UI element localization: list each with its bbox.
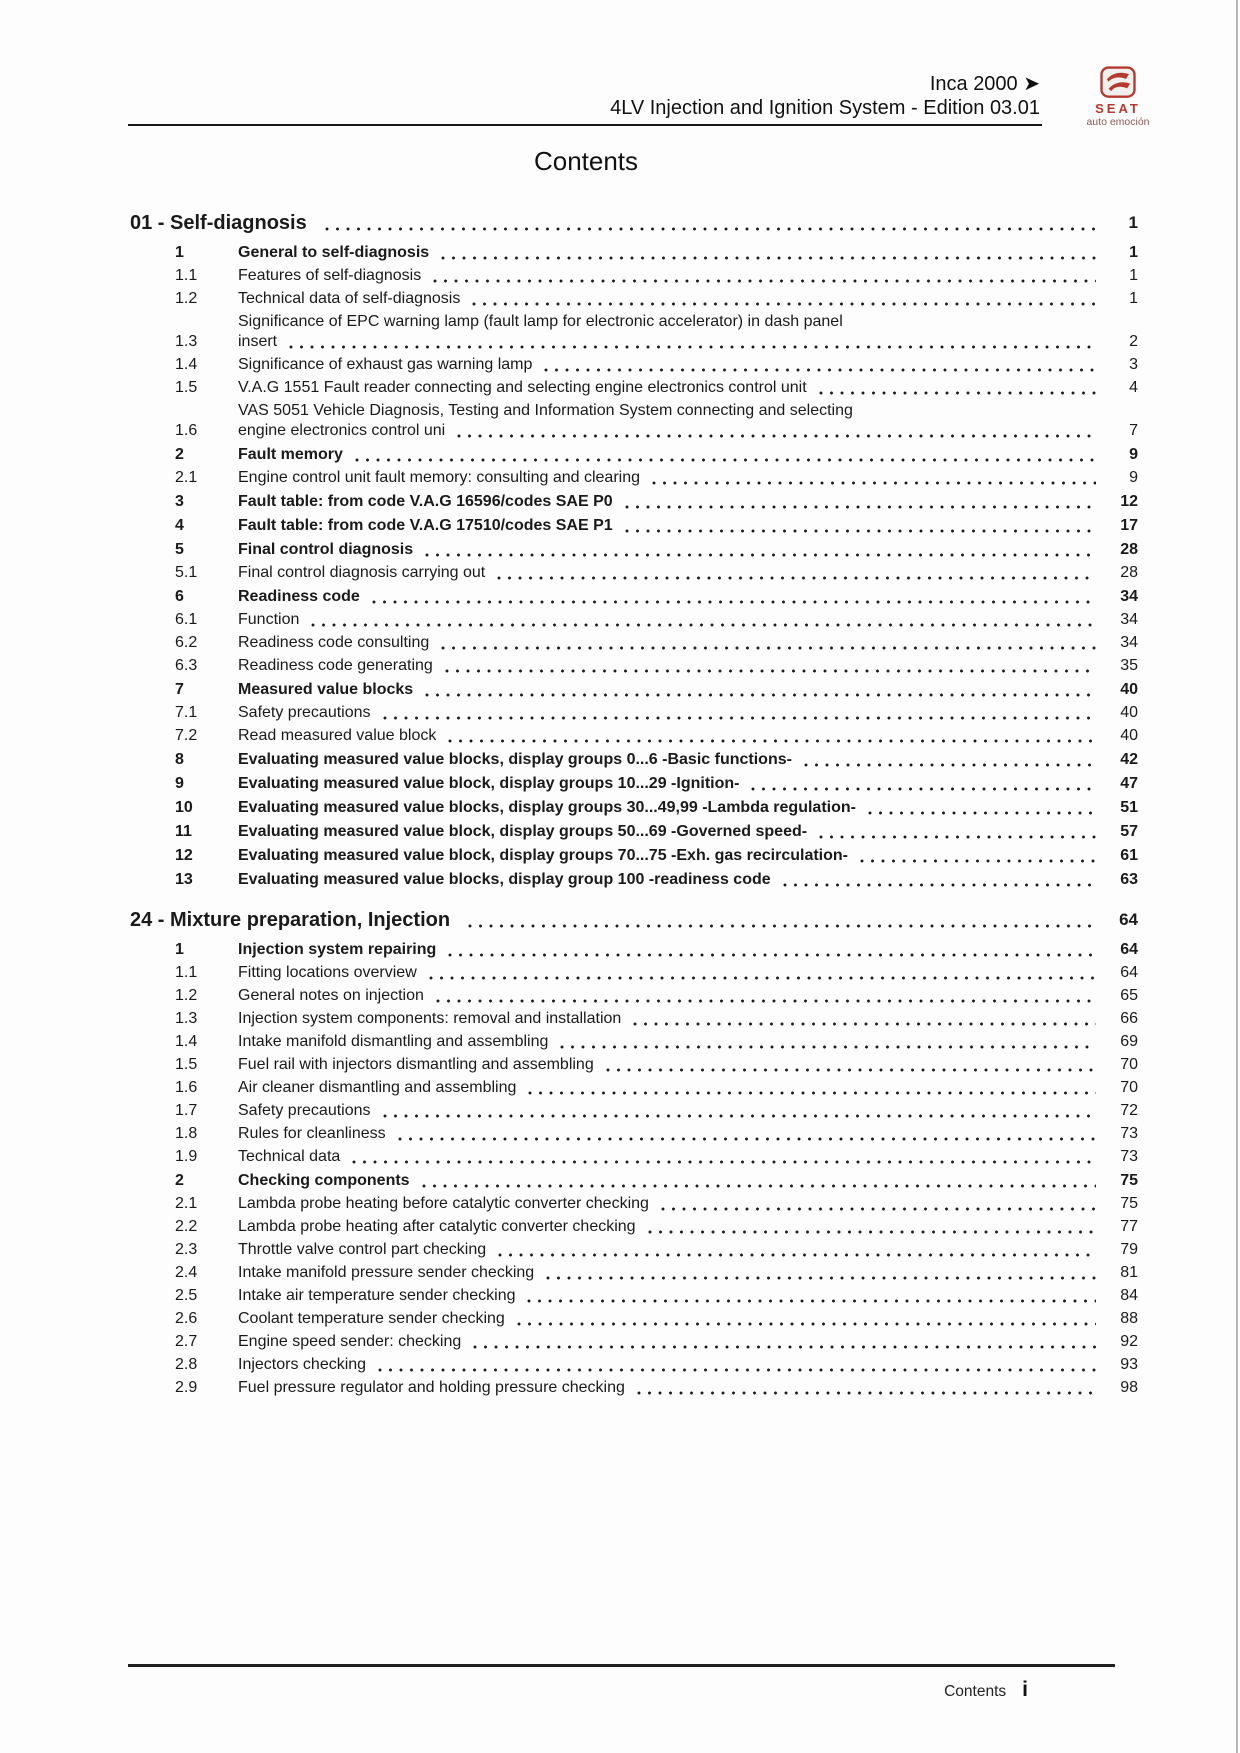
entry-number: 2 [175, 446, 184, 463]
toc-entry-row [175, 633, 1138, 653]
entry-title: Checking components [238, 1172, 410, 1189]
entry-title: Final control diagnosis carrying out [238, 564, 486, 581]
dot-leader [498, 1253, 1096, 1257]
entry-title: Intake manifold pressure sender checking [238, 1264, 535, 1281]
toc-entry-row [175, 1378, 1138, 1398]
page-number: 57 [1120, 823, 1138, 840]
dot-leader [473, 1345, 1096, 1349]
page-number: 69 [1120, 1033, 1138, 1050]
entry-title: Read measured value block [238, 727, 437, 744]
dot-leader [429, 976, 1096, 980]
entry-number: 1.8 [175, 1125, 198, 1142]
entry-number: 6.1 [175, 611, 198, 628]
dot-leader [528, 1091, 1096, 1095]
entry-number: 13 [175, 871, 193, 888]
dot-leader [860, 859, 1096, 863]
dot-leader [289, 345, 1096, 349]
entry-number: 1.7 [175, 1102, 198, 1119]
page-number: 66 [1120, 1010, 1138, 1027]
dot-leader [546, 1276, 1096, 1280]
page-number: 70 [1120, 1079, 1138, 1096]
dot-leader [497, 576, 1096, 580]
toc-entry-row [175, 656, 1138, 676]
entry-number: 1.1 [175, 267, 198, 284]
page-number: 40 [1120, 681, 1138, 698]
entry-number: 5.1 [175, 564, 198, 581]
entry-title: Safety precautions [238, 1102, 371, 1119]
toc-entry-row [175, 963, 1138, 983]
footer-page-number: i [1022, 1678, 1028, 1701]
entry-number: 5 [175, 541, 184, 558]
toc-entry-row [175, 680, 1138, 700]
toc-list [130, 211, 1138, 1401]
dot-leader [436, 999, 1096, 1003]
dot-leader [457, 434, 1096, 438]
entry-title: Engine control unit fault memory: consulting and clearing [238, 469, 640, 486]
entry-number: 2.1 [175, 1195, 198, 1212]
page-number: 75 [1120, 1195, 1138, 1212]
dot-leader [398, 1137, 1096, 1141]
dot-leader [661, 1207, 1096, 1211]
entry-title: Fuel pressure regulator and holding pressure checking [238, 1379, 625, 1396]
entry-title-line1: VAS 5051 Vehicle Diagnosis, Testing and Information System connecting and selecting [238, 402, 853, 419]
toc-entry-row [175, 516, 1138, 536]
dot-leader [422, 1184, 1096, 1188]
entry-title: Injectors checking [238, 1356, 367, 1373]
entry-title: Technical data [238, 1148, 341, 1165]
page-number: 40 [1120, 704, 1138, 721]
dot-leader [625, 505, 1096, 509]
entry-number: 1.2 [175, 987, 198, 1004]
page-number: 34 [1120, 611, 1138, 628]
page-number: 17 [1120, 517, 1138, 534]
entry-number: 2.4 [175, 1264, 198, 1281]
entry-number: 10 [175, 799, 193, 816]
toc-entry-row [175, 378, 1138, 398]
page-number: 1 [1129, 244, 1138, 261]
entry-title: Evaluating measured value blocks, display groups 30...49,99 -Lambda regulation- [238, 799, 856, 816]
entry-number: 1.6 [175, 1079, 198, 1096]
entry-title: Fitting locations overview [238, 964, 417, 981]
toc-entry-row [175, 1217, 1138, 1237]
toc-entry-row [175, 1332, 1138, 1352]
entry-number: 2.1 [175, 469, 198, 486]
entry-number: 9 [175, 775, 184, 792]
toc-entry-row [175, 750, 1138, 770]
dot-leader [751, 787, 1096, 791]
entry-number: 1.3 [175, 1010, 198, 1027]
page-number: 64 [1120, 964, 1138, 981]
entry-title: Engine speed sender: checking [238, 1333, 462, 1350]
entry-title: Rules for cleanliness [238, 1125, 386, 1142]
toc-entry-row [175, 468, 1138, 488]
toc-entry-row [175, 1009, 1138, 1029]
seat-tagline-text: auto emoción [1086, 116, 1150, 128]
entry-title: Fault table: from code V.A.G 17510/codes SAE P1 [238, 517, 613, 534]
toc-entry-row [175, 610, 1138, 630]
page-number: 9 [1129, 469, 1138, 486]
dot-leader [819, 391, 1096, 395]
entry-title: Final control diagnosis [238, 541, 414, 558]
toc-entry-row [175, 1286, 1138, 1306]
footer-rule [128, 1664, 1115, 1667]
toc-entry-row [175, 587, 1138, 607]
section-page-number: 1 [1128, 213, 1138, 232]
page-number: 34 [1120, 588, 1138, 605]
page-number: 64 [1120, 941, 1138, 958]
page-number: 88 [1120, 1310, 1138, 1327]
entry-title: Injection system components: removal and installation [238, 1010, 622, 1027]
page-number: 73 [1120, 1125, 1138, 1142]
entry-number: 4 [175, 517, 184, 534]
entry-title: Lambda probe heating after catalytic converter checking [238, 1218, 636, 1235]
dot-leader [433, 279, 1096, 283]
page-number: 28 [1120, 564, 1138, 581]
seat-brand-text: SEAT [1095, 101, 1141, 116]
dot-leader [441, 646, 1096, 650]
entry-title: Fault memory [238, 446, 343, 463]
toc-entry-row [175, 401, 1138, 441]
page-number: 70 [1120, 1056, 1138, 1073]
page-number: 84 [1120, 1287, 1138, 1304]
entry-number: 1.3 [175, 333, 198, 350]
entry-number: 1.9 [175, 1148, 198, 1165]
toc-section-row [130, 908, 1138, 932]
entry-number: 6.2 [175, 634, 198, 651]
page-number: 34 [1120, 634, 1138, 651]
entry-body [238, 312, 1138, 352]
dot-leader [378, 1368, 1096, 1372]
toc-entry-row [175, 243, 1138, 263]
page-number: 9 [1129, 446, 1138, 463]
entry-title-line1: Significance of EPC warning lamp (fault lamp for electronic accelerator) in dash panel [238, 313, 843, 330]
toc-entry-row [175, 1309, 1138, 1329]
entry-number: 2 [175, 1172, 184, 1189]
page-number: 93 [1120, 1356, 1138, 1373]
entry-number: 6.3 [175, 657, 198, 674]
page-number: 35 [1120, 657, 1138, 674]
entry-title: Measured value blocks [238, 681, 414, 698]
header-model-line: Inca 2000 ➤ [929, 73, 1040, 95]
entry-number: 12 [175, 847, 193, 864]
toc-entry-row [175, 774, 1138, 794]
toc-entry-row [175, 266, 1138, 286]
entry-number: 7.1 [175, 704, 198, 721]
dot-leader [517, 1322, 1096, 1326]
entry-number: 1.5 [175, 1056, 198, 1073]
toc-entry-row [175, 1032, 1138, 1052]
dot-leader [355, 458, 1096, 462]
entry-title: Fault table: from code V.A.G 16596/codes SAE P0 [238, 493, 613, 510]
toc-entry-row [175, 540, 1138, 560]
page-number: 7 [1129, 422, 1138, 439]
entry-number: 2.5 [175, 1287, 198, 1304]
page-number: 28 [1120, 541, 1138, 558]
entry-title: Lambda probe heating before catalytic converter checking [238, 1195, 649, 1212]
entry-title: Throttle valve control part checking [238, 1241, 487, 1258]
entry-title: General to self-diagnosis [238, 244, 430, 261]
page-number: 72 [1120, 1102, 1138, 1119]
toc-entry-row [175, 445, 1138, 465]
toc-entry-row [175, 355, 1138, 375]
entry-title: Evaluating measured value blocks, display groups 0...6 -Basic functions- [238, 751, 792, 768]
entry-title: Fuel rail with injectors dismantling and assembling [238, 1056, 594, 1073]
entry-title: Injection system repairing [238, 941, 437, 958]
page-number: 98 [1120, 1379, 1138, 1396]
entry-title: Intake manifold dismantling and assembling [238, 1033, 549, 1050]
dot-leader [868, 811, 1096, 815]
page-number: 65 [1120, 987, 1138, 1004]
entry-title: Function [238, 611, 300, 628]
toc-entry-row [175, 703, 1138, 723]
entry-number: 1 [175, 941, 184, 958]
dot-leader [625, 529, 1096, 533]
entry-line2 [238, 332, 1138, 352]
toc-entry-row [175, 986, 1138, 1006]
entry-number: 2.2 [175, 1218, 198, 1235]
dot-leader [383, 716, 1096, 720]
scan-edge-artifact [1236, 0, 1238, 1753]
entry-title: Safety precautions [238, 704, 371, 721]
toc-entry-row [175, 563, 1138, 583]
toc-entry-row [175, 1147, 1138, 1167]
dot-leader [372, 600, 1096, 604]
entry-title: Readiness code consulting [238, 634, 430, 651]
toc-entry-row [175, 726, 1138, 746]
dot-leader [383, 1114, 1096, 1118]
page-number: 1 [1129, 290, 1138, 307]
page-number: 40 [1120, 727, 1138, 744]
entry-title: Intake air temperature sender checking [238, 1287, 516, 1304]
entry-number: 6 [175, 588, 184, 605]
entry-title: Coolant temperature sender checking [238, 1310, 505, 1327]
page-number: 92 [1120, 1333, 1138, 1350]
toc-entry-row [175, 1355, 1138, 1375]
entry-title: Readiness code [238, 588, 360, 605]
page-number: 61 [1120, 847, 1138, 864]
entry-number: 3 [175, 493, 184, 510]
entry-number: 2.9 [175, 1379, 198, 1396]
dot-leader [425, 693, 1096, 697]
dot-leader [633, 1022, 1096, 1026]
dot-leader [445, 669, 1096, 673]
dot-leader [441, 256, 1096, 260]
entry-number: 2.7 [175, 1333, 198, 1350]
page-number: 77 [1120, 1218, 1138, 1235]
seat-emblem-icon [1099, 66, 1137, 99]
entry-title: Evaluating measured value block, display groups 70...75 -Exh. gas recirculation- [238, 847, 848, 864]
toc-section-row [130, 211, 1138, 235]
page-number: 42 [1120, 751, 1138, 768]
page-number: 73 [1120, 1148, 1138, 1165]
toc-entry-row [175, 870, 1138, 890]
toc-entry-row [175, 1055, 1138, 1075]
page-title: Contents [533, 146, 639, 176]
dot-leader [648, 1230, 1096, 1234]
entry-number: 2.6 [175, 1310, 198, 1327]
entry-title: V.A.G 1551 Fault reader connecting and selecting engine electronics control unit [238, 379, 807, 396]
dot-leader [527, 1299, 1096, 1303]
dot-leader [652, 481, 1096, 485]
entry-number: 7.2 [175, 727, 198, 744]
dot-leader [819, 835, 1096, 839]
entry-number: 1.6 [175, 422, 198, 439]
toc-entry-row [175, 492, 1138, 512]
page-header [610, 72, 1040, 120]
entry-number: 11 [175, 823, 192, 840]
toc-entry-row [175, 798, 1138, 818]
dot-leader [472, 302, 1096, 306]
dot-leader [352, 1160, 1096, 1164]
dot-leader [544, 368, 1096, 372]
entry-title: Evaluating measured value block, display groups 10...29 -Ignition- [238, 775, 740, 792]
dot-leader [311, 623, 1096, 627]
dot-leader [448, 739, 1096, 743]
entry-number: 1.5 [175, 379, 198, 396]
entry-body [238, 401, 1138, 441]
entry-title: Features of self-diagnosis [238, 267, 422, 284]
toc-entry-row [175, 1194, 1138, 1214]
dot-leader [783, 883, 1096, 887]
entry-number: 1.4 [175, 1033, 198, 1050]
dot-leader [637, 1391, 1096, 1395]
entry-number: 1.2 [175, 290, 198, 307]
entry-number: 7 [175, 681, 184, 698]
entry-number: 8 [175, 751, 184, 768]
toc-section-heading: 24 - Mixture preparation, Injection [130, 909, 451, 931]
entry-title-line2: engine electronics control uni [238, 422, 446, 439]
dot-leader [448, 953, 1096, 957]
toc-entry-row [175, 822, 1138, 842]
toc-entry-row [175, 312, 1138, 352]
header-rule [128, 124, 1042, 126]
page-number: 51 [1120, 799, 1138, 816]
page-number: 4 [1129, 379, 1138, 396]
seat-logo [1078, 66, 1158, 128]
toc-entry-row [175, 1171, 1138, 1191]
toc-entry-row [175, 846, 1138, 866]
page-number: 63 [1120, 871, 1138, 888]
entry-title: General notes on injection [238, 987, 424, 1004]
entry-title: Significance of exhaust gas warning lamp [238, 356, 533, 373]
dot-leader [804, 763, 1096, 767]
entry-number: 1.4 [175, 356, 198, 373]
dot-leader [560, 1045, 1096, 1049]
header-doc-title: 4LV Injection and Ignition System - Edition 03.01 [610, 97, 1040, 119]
page-number: 75 [1120, 1172, 1138, 1189]
footer-label: Contents [944, 1683, 1007, 1700]
page-number: 81 [1120, 1264, 1138, 1281]
entry-title: Air cleaner dismantling and assembling [238, 1079, 517, 1096]
entry-line2 [238, 421, 1138, 441]
page-footer [130, 1678, 1028, 1702]
page-number: 1 [1129, 267, 1138, 284]
entry-number: 1 [175, 244, 184, 261]
dot-leader [425, 553, 1096, 557]
toc-entry-row [175, 1124, 1138, 1144]
toc-entry-row [175, 940, 1138, 960]
toc-entry-row [175, 1263, 1138, 1283]
page-number: 79 [1120, 1241, 1138, 1258]
dot-leader [325, 227, 1096, 231]
toc-entry-row [175, 1240, 1138, 1260]
toc-section-heading: 01 - Self-diagnosis [130, 212, 307, 234]
entry-number: 2.3 [175, 1241, 198, 1258]
entry-number: 1.1 [175, 964, 198, 981]
page-number: 12 [1120, 493, 1138, 510]
entry-title: Readiness code generating [238, 657, 433, 674]
toc-entry-row [175, 1101, 1138, 1121]
entry-number: 2.8 [175, 1356, 198, 1373]
section-page-number: 64 [1119, 910, 1138, 929]
toc-entry-row [175, 1078, 1138, 1098]
dot-leader [606, 1068, 1096, 1072]
entry-title-line2: insert [238, 333, 278, 350]
dot-leader [468, 924, 1096, 928]
page-number: 3 [1129, 356, 1138, 373]
entry-title: Evaluating measured value blocks, display group 100 -readiness code [238, 871, 771, 888]
entry-title: Technical data of self-diagnosis [238, 290, 461, 307]
page-number: 47 [1120, 775, 1138, 792]
page-number: 2 [1129, 333, 1138, 350]
toc-entry-row [175, 289, 1138, 309]
entry-title: Evaluating measured value block, display groups 50...69 -Governed speed- [238, 823, 808, 840]
